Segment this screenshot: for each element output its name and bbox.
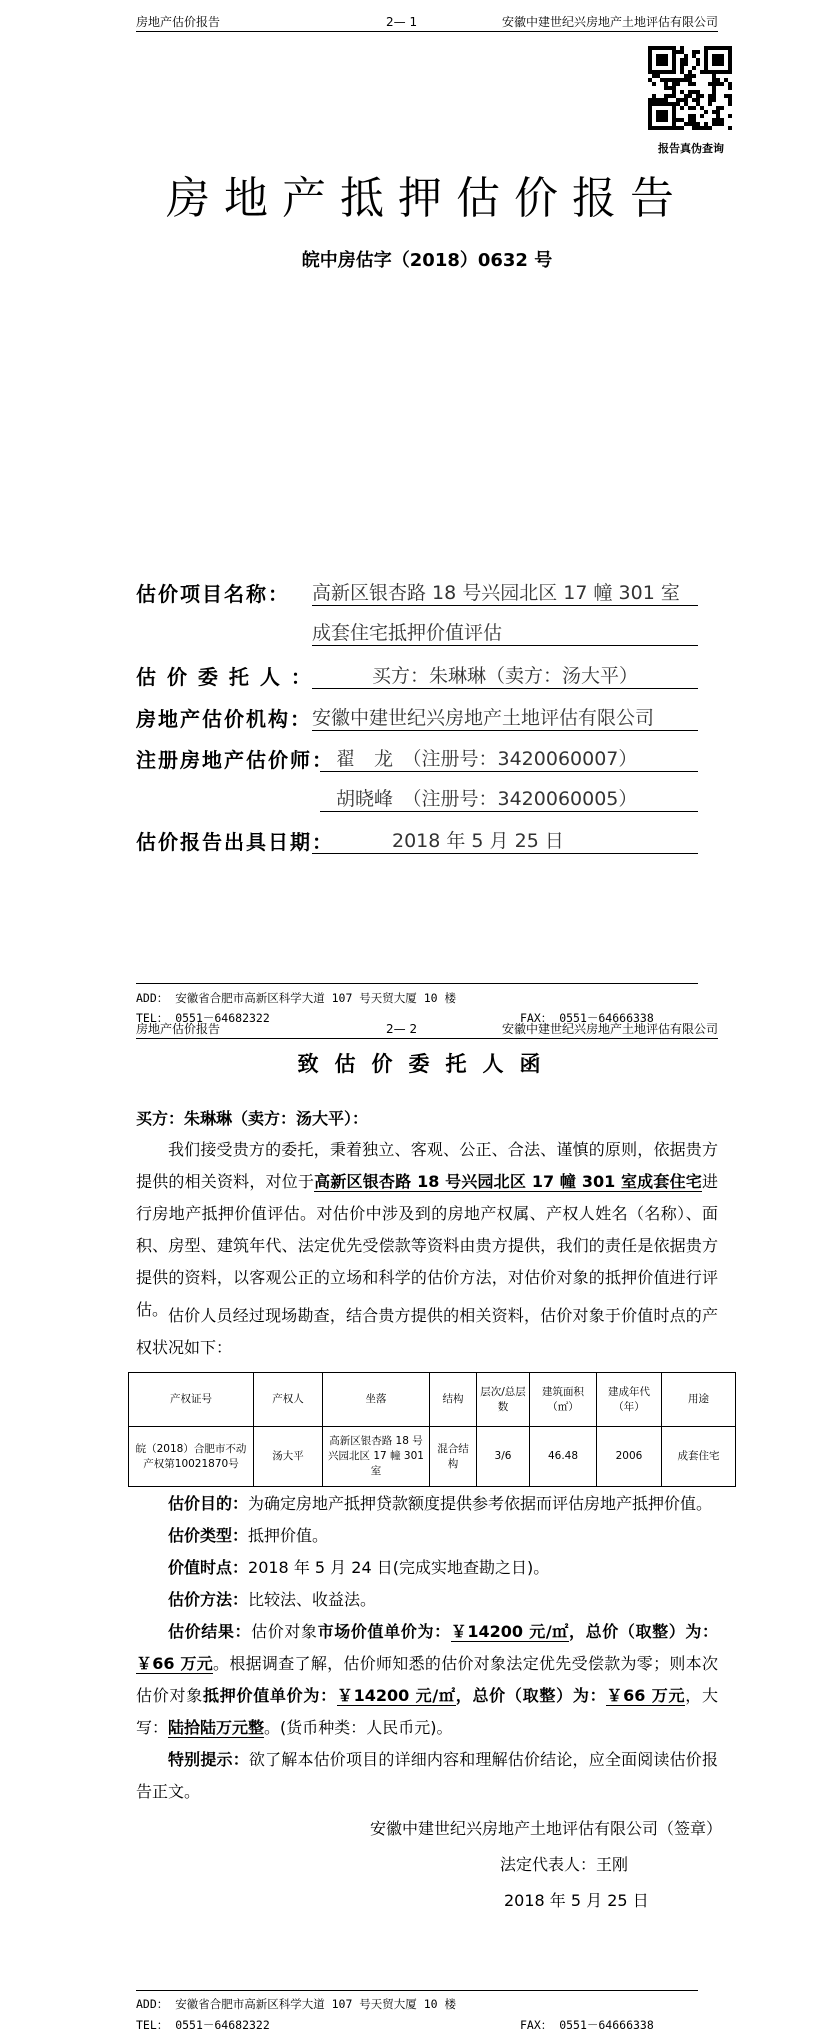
letter-title: 致估价委托人函 [297,1052,557,1076]
footer-rule [136,983,698,984]
mortgage-unit-price: ￥14200 元/㎡ [336,1686,456,1705]
header-left: 房地产估价报告 [136,1022,221,1036]
table-cell: 成套住宅 [662,1427,736,1487]
legal-representative: 法定代表人：王刚 [500,1855,629,1874]
footer-fax: FAX： 0551－64666338 [520,1011,654,1025]
market-unit-price: ￥14200 元/㎡ [450,1622,569,1641]
qr-caption: 报告真伪查询 [658,142,724,155]
signature-company: 安徽中建世纪兴房地产土地评估有限公司（签章） [370,1819,723,1838]
addressee: 买方：朱琳琳（卖方：汤大平）： [136,1109,369,1128]
page-title: 房地产抵押估价报告 [166,173,688,224]
type-line: 估价类型：抵押价值。 [168,1526,329,1545]
method-line: 估价方法：比较法、收益法。 [168,1590,377,1609]
table-cell: 混合结构 [430,1427,477,1487]
footer-tel: TEL： 0551－64682322 [136,1011,270,1025]
agency-label: 房地产估价机构： [136,707,312,731]
table-cell: 皖（2018）合肥市不动产权第10021870号 [129,1427,254,1487]
header-company: 安徽中建世纪兴房地产土地评估有限公司 [501,1022,718,1036]
table-cell: 2006 [597,1427,662,1487]
table-header-row [129,1373,736,1427]
market-total-price: ￥66 万元 [136,1654,214,1673]
footer-fax: FAX： 0551－64666338 [520,2018,654,2032]
qr-code-icon[interactable] [648,46,732,130]
intro-paragraph: 我们接受贵方的委托，秉着独立、客观、公正、合法、谨慎的原则，依据贵方提供的相关资料，对位于高新区银杏路 18 号兴园北区 17 幢 301 室成套住宅进行房地产抵押价值评估。对估价中涉及到的房地产权属、产权人姓名（名称）、面积、房型、建筑年代、法定优先受偿款等资料由贵方提供，我们的责任是依据贵方提供的资料，以客观公正的立场和科学的估价方法，对估价对象的抵押价值进行评估。 [136,1140,718,1319]
table-cell: 汤大平 [254,1427,323,1487]
time-line: 价值时点：2018 年 5 月 24 日(完成实地查勘之日)。 [168,1558,550,1577]
footer-address: ADD： 安徽省合肥市高新区科学大道 107 号天贸大厦 10 楼 [136,991,457,1005]
notice-paragraph: 特别提示：欲了解本估价项目的详细内容和理解估价结论，应全面阅读估价报告正文。 [136,1750,718,1801]
project-value: 高新区银杏路 18 号兴园北区 17 幢 301 室 [312,578,698,606]
client-label: 估 价 委 托 人 ： [136,665,313,689]
table-cell: 高新区银杏路 18 号兴园北区 17 幢 301 室 [323,1427,430,1487]
status-paragraph: 估价人员经过现场勘查，结合贵方提供的相关资料，估价对象于价值时点的产权状况如下： [136,1306,718,1357]
result-paragraph: 估价结果：估价对象市场价值单价为：￥14200 元/㎡，总价（取整）为：￥66 万元。根据调查了解，估价师知悉的估价对象法定优先受偿款为零；则本次估价对象抵押价值单价为：￥14200 元/㎡，总价（取整）为：￥66 万元，大写：陆拾陆万元整。(货币种类：人民币元)。 [136,1622,718,1737]
header-left: 房地产估价报告 [136,15,221,29]
footer-address: ADD： 安徽省合肥市高新区科学大道 107 号天贸大厦 10 楼 [136,1997,457,2011]
date-value: 2018 年 5 月 25 日 [312,826,698,854]
project-value-cont: 成套住宅抵押价值评估 [312,618,698,646]
signature-date: 2018 年 5 月 25 日 [504,1891,649,1910]
table-header-cell: 用途 [662,1373,736,1427]
header-company: 安徽中建世纪兴房地产土地评估有限公司 [501,15,718,29]
table-header-cell: 坐落 [323,1373,430,1427]
table-header-cell: 建筑面积（㎡） [530,1373,597,1427]
footer-rule [136,1990,698,1991]
header-rule [136,1038,718,1039]
appraiser-1: 翟 龙 （注册号：3420060007） [320,744,698,772]
project-label: 估价项目名称： [136,582,290,606]
property-table [128,1372,736,1487]
footer-tel: TEL： 0551－64682322 [136,2018,270,2032]
date-label: 估价报告出具日期： [136,830,334,854]
mortgage-total-price: ￥66 万元 [606,1686,686,1705]
table-header-cell: 建成年代（年） [597,1373,662,1427]
appraiser-label: 注册房地产估价师： [136,748,334,772]
table-header-cell: 层次/总层数 [477,1373,530,1427]
purpose-line: 估价目的：为确定房地产抵押贷款额度提供参考依据而评估房地产抵押价值。 [168,1494,713,1513]
agency-value: 安徽中建世纪兴房地产土地评估有限公司 [312,703,698,731]
table-cell: 46.48 [530,1427,597,1487]
header-page-no: 2— 1 [386,15,418,29]
table-row [129,1427,736,1487]
appraiser-2: 胡晓峰 （注册号：3420060005） [320,784,698,812]
table-header-cell: 结构 [430,1373,477,1427]
table-cell: 3/6 [477,1427,530,1487]
header-rule [136,31,718,32]
amount-in-words: 陆拾陆万元整 [168,1718,265,1737]
client-value: 买方：朱琳琳（卖方：汤大平） [312,661,698,689]
header-page-no: 2— 2 [386,1022,418,1036]
table-header-cell: 产权证号 [129,1373,254,1427]
table-header-cell: 产权人 [254,1373,323,1427]
report-number: 皖中房估字（2018）0632 号 [301,250,553,271]
property-address: 高新区银杏路 18 号兴园北区 17 幢 301 室成套住宅 [314,1172,702,1191]
